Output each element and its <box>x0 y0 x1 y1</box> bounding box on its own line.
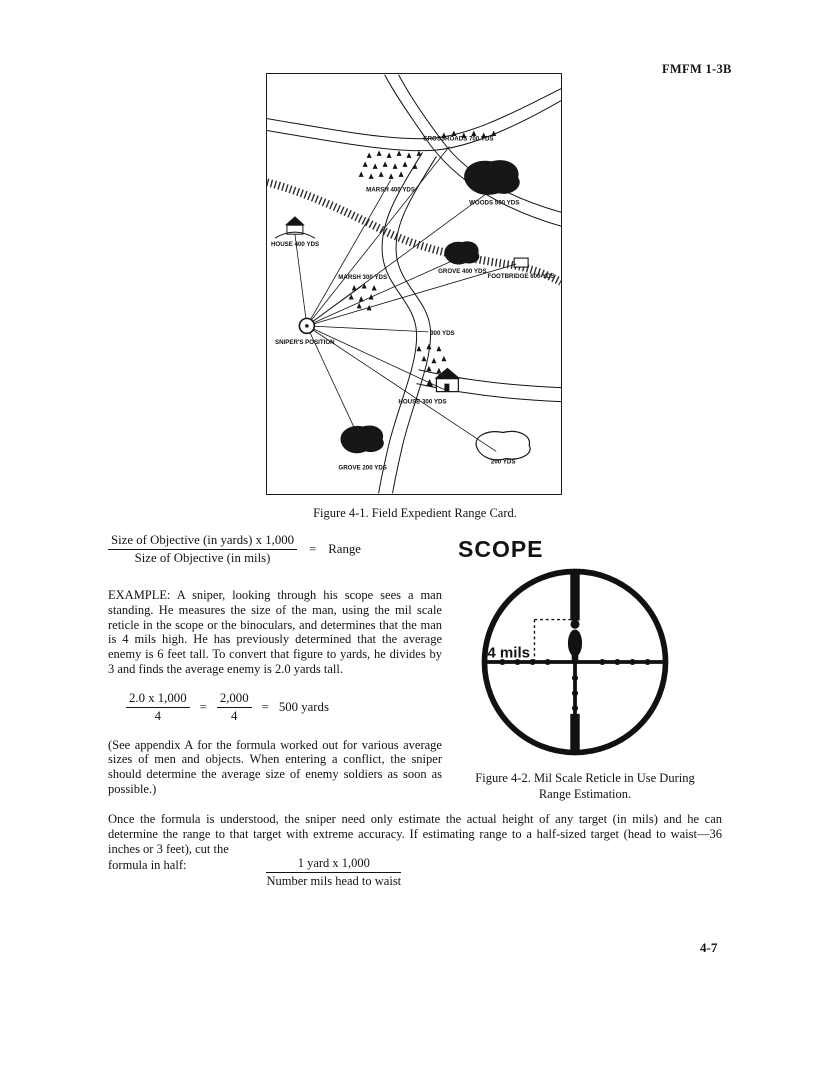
example-denominator-1: 4 <box>154 708 161 723</box>
closing-section <box>108 812 722 889</box>
roads <box>267 75 561 494</box>
map-label: HOUSE 400 YDS <box>270 241 320 249</box>
tree-cluster-center <box>349 283 447 373</box>
figure-4-2-caption <box>445 770 725 803</box>
range-formula <box>108 533 442 566</box>
map-label: GROVE 400 YDS <box>438 268 487 276</box>
reticle-bottom-post <box>570 714 579 754</box>
map-label: SNIPER'S POSITION <box>274 338 335 346</box>
figure-4-2-caption-line1: Figure 4-2. Mil Scale Reticle in Use During <box>475 771 695 785</box>
map-label: CROSSROADS 700 YDS <box>423 135 494 143</box>
scope-reticle-svg <box>476 563 674 761</box>
example-formula <box>126 691 442 724</box>
formula-result: Range <box>328 542 361 556</box>
example-paragraph: EXAMPLE: A sniper, looking through his scope sees a man standing. He measures the size of the man, using the mil scale reticle in the scope or the binoculars, and determines that the man is 4 mils high. He has previously determined that the average enemy is 6 feet tall. To convert that figure to yards, he divides by 3 and finds the average enemy is 2.0 yards tall. <box>108 588 442 676</box>
equals-sign: = <box>261 699 269 714</box>
map-label: GROVE 200 YDS <box>338 464 387 472</box>
equals-sign: = <box>199 699 207 714</box>
closing-paragraph-end: formula in half: <box>108 858 187 872</box>
appendix-note-paragraph: (See appendix A for the formula worked out for various average sizes of men and objects. When entering a conflict, the sniper should determine the average size of enemy soldiers as soon as possible.) <box>108 737 442 796</box>
map-label: MARSH 300 YDS <box>338 274 388 282</box>
range-card-map-svg <box>267 74 561 494</box>
sniper-position-marker <box>299 318 314 333</box>
man-silhouette <box>568 620 582 662</box>
equals-sign: = <box>309 542 317 556</box>
formula-denominator: Size of Objective (in mils) <box>134 551 271 565</box>
map-label: 300 YDS <box>430 329 455 337</box>
example-numerator-1: 2.0 x 1,000 <box>126 691 190 708</box>
example-denominator-2: 4 <box>231 708 238 723</box>
figure-4-2-caption-line2: Range Estimation. <box>538 787 632 802</box>
half-formula <box>266 856 401 889</box>
map-label: FOOTBRIDGE 600 YDS <box>487 273 555 281</box>
document-reference: FMFM 1-3B <box>662 62 732 76</box>
left-column <box>108 533 442 797</box>
mil-measurement-dashes <box>534 620 570 661</box>
mil-dots-vertical <box>572 675 578 711</box>
reticle-top-post <box>570 571 579 620</box>
example-fraction-2 <box>217 691 252 724</box>
scope-heading: SCOPE <box>458 536 544 562</box>
figure-4-2-scope <box>476 563 674 761</box>
example-result: 500 yards <box>278 699 329 714</box>
example-numerator-2: 2,000 <box>217 691 252 708</box>
map-label: WOODS 500 YDS <box>469 199 520 207</box>
figure-4-1-caption: Figure 4-1. Field Expedient Range Card. <box>313 506 517 520</box>
pond-outline <box>476 431 530 459</box>
closing-paragraph: Once the formula is understood, the sniper need only estimate the actual height of any target (in mils) and he can determine the range to that target with extreme accuracy. If estimating range to a half-sized target (head to waist—36 inches or 3 feet), cut the <box>108 812 722 856</box>
half-formula-numerator: 1 yard x 1,000 <box>266 856 401 873</box>
footbridge-icon <box>514 258 528 267</box>
mils-label: 4 mils <box>487 644 531 662</box>
map-label: MARSH 400 YDS <box>366 186 415 194</box>
formula-numerator: Size of Objective (in yards) x 1,000 <box>108 533 297 550</box>
map-label: HOUSE 300 YDS <box>398 398 447 406</box>
half-formula-denominator: Number mils head to waist <box>266 874 402 888</box>
example-fraction-1 <box>126 691 190 724</box>
figure-4-1-range-card <box>266 73 562 495</box>
page-number: 4-7 <box>700 940 718 955</box>
range-formula-fraction <box>108 533 297 566</box>
map-label: 200 YDS <box>490 458 516 466</box>
house-lower-icon <box>426 368 460 392</box>
closing-formula-row <box>108 858 722 889</box>
